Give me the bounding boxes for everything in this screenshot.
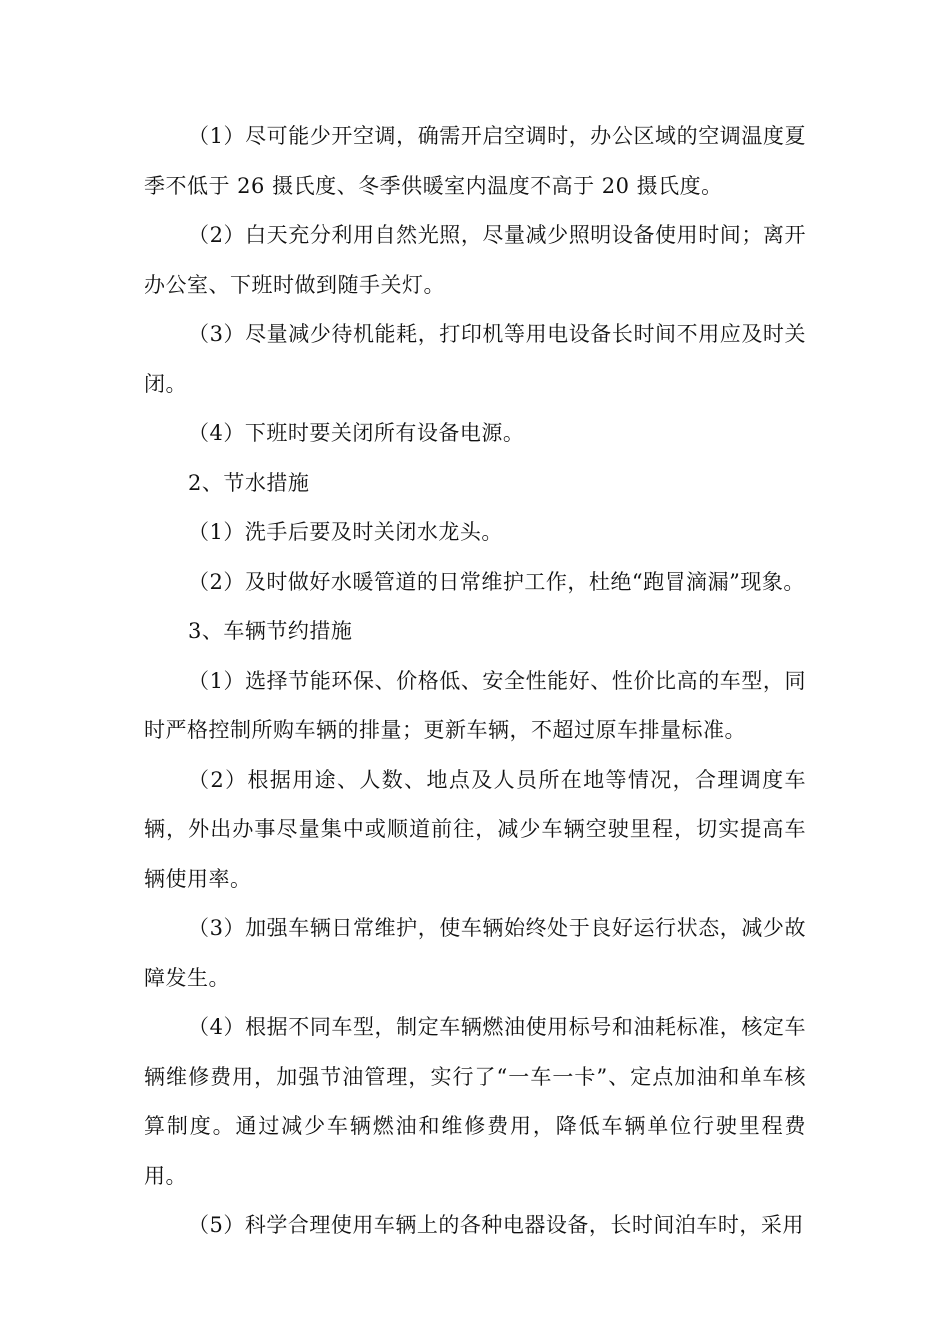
paragraph-ac-temperature: （1）尽可能少开空调，确需开启空调时，办公区域的空调温度夏季不低于 26 摄氏度、冬季供暖室内温度不高于 20 摄氏度。 [144,124,806,198]
section-heading-vehicles: 3、车辆节约措施 [188,619,353,643]
paragraph-standby-power: （3）尽量减少待机能耗，打印机等用电设备长时间不用应及时关闭。 [144,322,806,396]
paragraph-electrical-equipment: （5）科学合理使用车辆上的各种电器设备，长时间泊车时，采用 [188,1213,804,1237]
paragraph-natural-light: （2）白天充分利用自然光照，尽量减少照明设备使用时间；离开办公室、下班时做到随手关灯。 [144,223,806,297]
document-body [144,112,806,1251]
paragraph-vehicle-selection: （1）选择节能环保、价格低、安全性能好、性价比高的车型，同时严格控制所购车辆的排量；更新车辆，不超过原车排量标准。 [144,668,806,742]
section-heading-water: 2、节水措施 [188,470,310,495]
paragraph-power-off: （4）下班时要关闭所有设备电源。 [188,421,525,445]
paragraph-vehicle-maintenance: （3）加强车辆日常维护，使车辆始终处于良好运行状态，减少故障发生。 [144,916,806,990]
paragraph-pipe-maintenance: （2）及时做好水暖管道的日常维护工作，杜绝“跑冒滴漏”现象。 [188,569,805,594]
paragraph-faucet: （1）洗手后要及时关闭水龙头。 [188,520,503,544]
paragraph-vehicle-dispatch: （2）根据用途、人数、地点及人员所在地等情况，合理调度车辆，外出办事尽量集中或顺道前往，减少车辆空驶里程，切实提高车辆使用率。 [144,767,806,891]
paragraph-fuel-standards: （4）根据不同车型，制定车辆燃油使用标号和油耗标准，核定车辆维修费用，加强节油管理，实行了“一车一卡”、定点加油和单车核算制度。通过减少车辆燃油和维修费用，降低车辆单位行驶里程费用。 [144,1015,806,1188]
